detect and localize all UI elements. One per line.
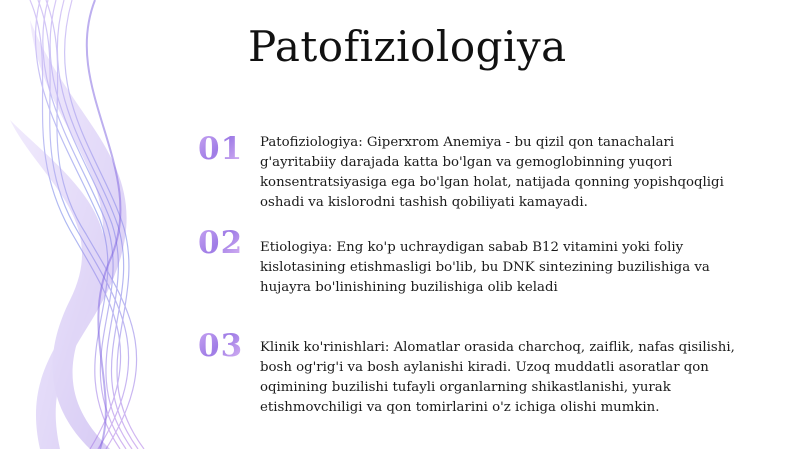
item-text-2: Etiologiya: Eng ko'p uchraydigan sabab B12 vitamini yoki foliy kislotasining etishmasligi bo'lib, bu DNK sintezining buzilishiga va hujayra bo'linishining buzilishiga olib keladi <box>260 240 710 295</box>
item-number-2: 02 <box>198 225 248 261</box>
page-title: Patofiziologiya <box>248 22 567 71</box>
item-number-3: 03 <box>198 328 248 364</box>
item-text-3: Klinik ko'rinishlari: Alomatlar orasida charchoq, zaiflik, nafas qisilishi, bosh og'rig'i va bosh aylanishi kiradi. Uzoq muddatli asoratlar qon oqimining buzilishi tufayli organlarning shikastlanishi, yurak etishmovchiligi va qon tomirlarini o'z ichiga olishi mumkin. <box>260 340 735 415</box>
wave-decoration <box>0 0 200 449</box>
item-number-1: 01 <box>198 131 248 167</box>
item-text-1: Patofiziologiya: Giperxrom Anemiya - bu qizil qon tanachalari g'ayritabiiy darajada katta bo'lgan va gemoglobinning yuqori konsentratsiyasiga ega bo'lgan holat, natijada qonning yopishqoqligi oshadi va kislorodni tashish qobiliyati kamayadi. <box>260 135 724 210</box>
